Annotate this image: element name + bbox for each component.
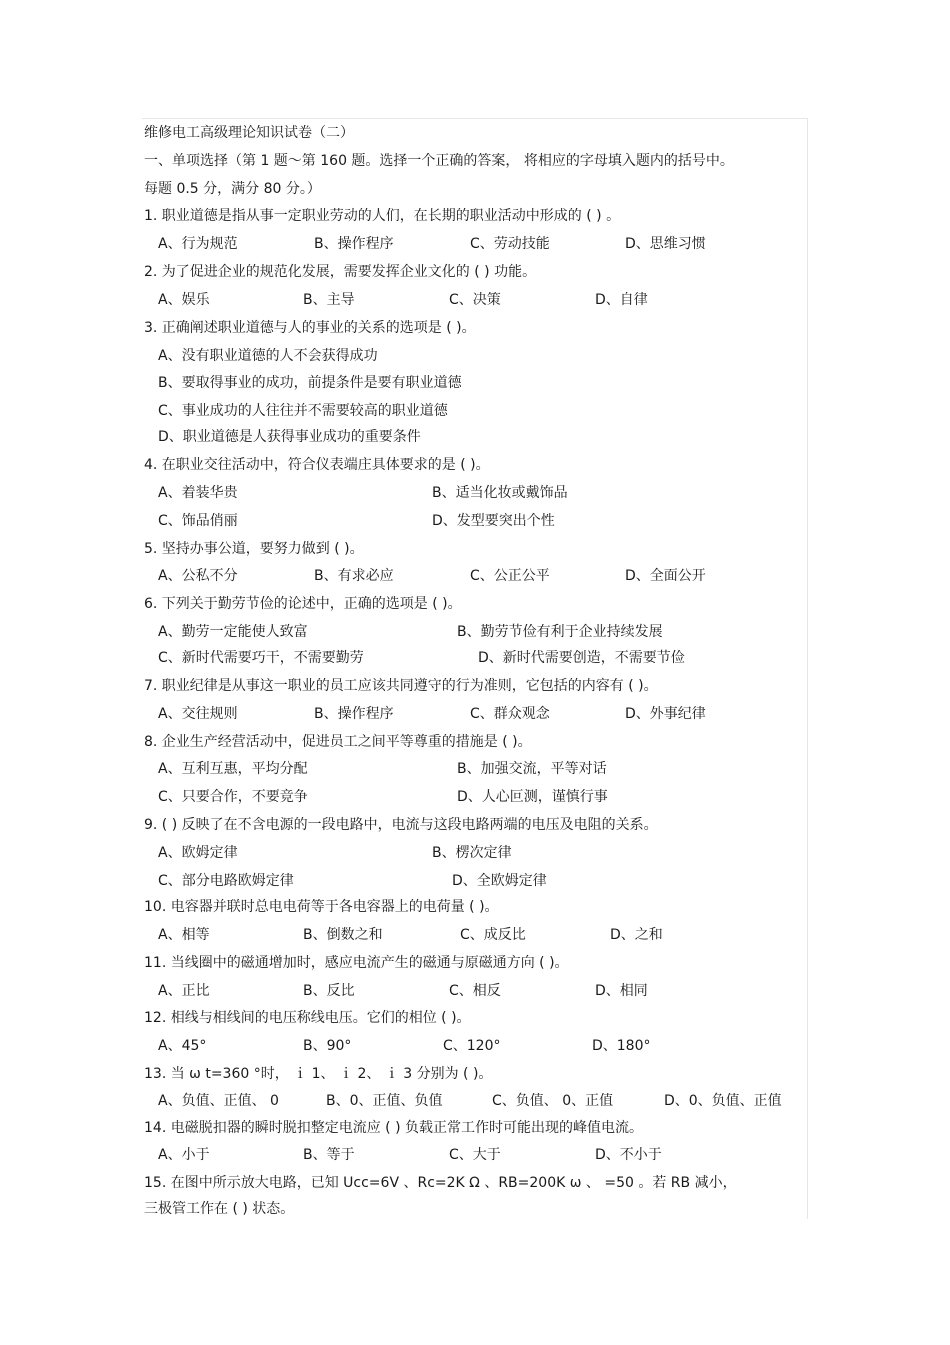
q6-option-c: C、新时代需要巧干，不需要勤劳 [158, 650, 364, 666]
exam-title: 维修电工高级理论知识试卷（二） [144, 125, 354, 141]
q3-option-a: A、没有职业道德的人不会获得成功 [158, 348, 378, 364]
section-instruction-1: 一、单项选择（第 1 题～第 160 题。选择一个正确的答案， 将相应的字母填入题内的括号中。 [144, 153, 734, 169]
q3-option-d: D、职业道德是人获得事业成功的重要条件 [158, 429, 421, 445]
q7-option-a: A、交往规则 [158, 706, 238, 722]
q1-option-a: A、行为规范 [158, 236, 238, 252]
q11-option-c: C、相反 [449, 983, 501, 999]
q11-option-d: D、相同 [595, 983, 648, 999]
q14-option-d: D、不小于 [595, 1147, 662, 1163]
q5-option-a: A、公私不分 [158, 568, 238, 584]
q9-option-b: B、楞次定律 [432, 845, 512, 861]
question-7: 7. 职业纪律是从事这一职业的员工应该共同遵守的行为准则，它包括的内容有 ( )。 [144, 678, 658, 694]
q1-option-b: B、操作程序 [314, 236, 394, 252]
question-2: 2. 为了促进企业的规范化发展，需要发挥企业文化的 ( ) 功能。 [144, 264, 537, 280]
q3-option-b: B、要取得事业的成功，前提条件是要有职业道德 [158, 375, 462, 391]
q6-option-a: A、勤劳一定能使人致富 [158, 624, 308, 640]
q11-option-b: B、反比 [303, 983, 355, 999]
q12-option-d: D、180° [592, 1038, 651, 1054]
q11-option-a: A、正比 [158, 983, 210, 999]
q8-option-c: C、只要合作，不要竞争 [158, 789, 308, 805]
q2-option-d: D、自律 [595, 292, 648, 308]
q14-option-b: B、等于 [303, 1147, 355, 1163]
q10-option-b: B、倒数之和 [303, 927, 383, 943]
question-1: 1. 职业道德是指从事一定职业劳动的人们，在长期的职业活动中形成的 ( ) 。 [144, 208, 621, 224]
q7-option-c: C、群众观念 [470, 706, 550, 722]
q8-option-d: D、人心叵测，谨慎行事 [457, 789, 608, 805]
q9-option-d: D、全欧姆定律 [452, 873, 547, 889]
question-4: 4. 在职业交往活动中，符合仪表端庄具体要求的是 ( )。 [144, 457, 490, 473]
q7-option-b: B、操作程序 [314, 706, 394, 722]
q6-option-d: D、新时代需要创造，不需要节俭 [478, 650, 685, 666]
q7-option-d: D、外事纪律 [625, 706, 706, 722]
q10-option-a: A、相等 [158, 927, 210, 943]
q4-option-c: C、饰品俏丽 [158, 513, 238, 529]
question-13: 13. 当 ω t=360 °时， ｉ 1、 ｉ 2、 ｉ 3 分别为 ( )。 [144, 1066, 493, 1082]
q12-option-a: A、45° [158, 1038, 207, 1054]
q2-option-c: C、决策 [449, 292, 501, 308]
q12-option-c: C、120° [443, 1038, 501, 1054]
q13-option-c: C、负值、 0、正值 [492, 1093, 614, 1109]
q8-option-a: A、互利互惠，平均分配 [158, 761, 308, 777]
q1-option-c: C、劳动技能 [470, 236, 550, 252]
question-11: 11. 当线圈中的磁通增加时，感应电流产生的磁通与原磁通方向 ( )。 [144, 955, 569, 971]
q13-option-d: D、0、负值、正值 [664, 1093, 782, 1109]
q6-option-b: B、勤劳节俭有利于企业持续发展 [457, 624, 663, 640]
q4-option-b: B、适当化妆或戴饰品 [432, 485, 568, 501]
question-5: 5. 坚持办事公道，要努力做到 ( )。 [144, 541, 364, 557]
q4-option-a: A、着装华贵 [158, 485, 238, 501]
question-3: 3. 正确阐述职业道德与人的事业的关系的选项是 ( )。 [144, 320, 476, 336]
q5-option-d: D、全面公开 [625, 568, 706, 584]
q4-option-d: D、发型要突出个性 [432, 513, 555, 529]
section-instruction-2: 每题 0.5 分，满分 80 分。） [144, 181, 321, 197]
q13-option-b: B、0、正值、负值 [326, 1093, 443, 1109]
q1-option-d: D、思维习惯 [625, 236, 706, 252]
q3-option-c: C、事业成功的人往往并不需要较高的职业道德 [158, 403, 448, 419]
q5-option-c: C、公正公平 [470, 568, 550, 584]
q5-option-b: B、有求必应 [314, 568, 394, 584]
q14-option-c: C、大于 [449, 1147, 501, 1163]
question-10: 10. 电容器并联时总电电荷等于各电容器上的电荷量 ( )。 [144, 899, 499, 915]
question-12: 12. 相线与相线间的电压称线电压。它们的相位 ( )。 [144, 1010, 471, 1026]
question-15-continued: 三极管工作在 ( ) 状态。 [144, 1201, 295, 1217]
q9-option-c: C、部分电路欧姆定律 [158, 873, 294, 889]
q9-option-a: A、欧姆定律 [158, 845, 238, 861]
question-8: 8. 企业生产经营活动中，促进员工之间平等尊重的措施是 ( )。 [144, 734, 532, 750]
q2-option-b: B、主导 [303, 292, 355, 308]
question-15: 15. 在图中所示放大电路，已知 Ucc=6V 、Rc=2K Ω 、RB=200K ω 、 =50 。若 RB 减小， [144, 1175, 737, 1191]
q14-option-a: A、小于 [158, 1147, 210, 1163]
q8-option-b: B、加强交流，平等对话 [457, 761, 607, 777]
question-6: 6. 下列关于勤劳节俭的论述中，正确的选项是 ( )。 [144, 596, 462, 612]
q12-option-b: B、90° [303, 1038, 352, 1054]
q10-option-d: D、之和 [610, 927, 663, 943]
q2-option-a: A、娱乐 [158, 292, 210, 308]
q10-option-c: C、成反比 [460, 927, 526, 943]
question-9: 9. ( ) 反映了在不含电源的一段电路中，电流与这段电路两端的电压及电阻的关系。 [144, 817, 658, 833]
question-14: 14. 电磁脱扣器的瞬时脱扣整定电流应 ( ) 负载正常工作时可能出现的峰值电流。 [144, 1120, 643, 1136]
q13-option-a: A、负值、正值、 0 [158, 1093, 279, 1109]
